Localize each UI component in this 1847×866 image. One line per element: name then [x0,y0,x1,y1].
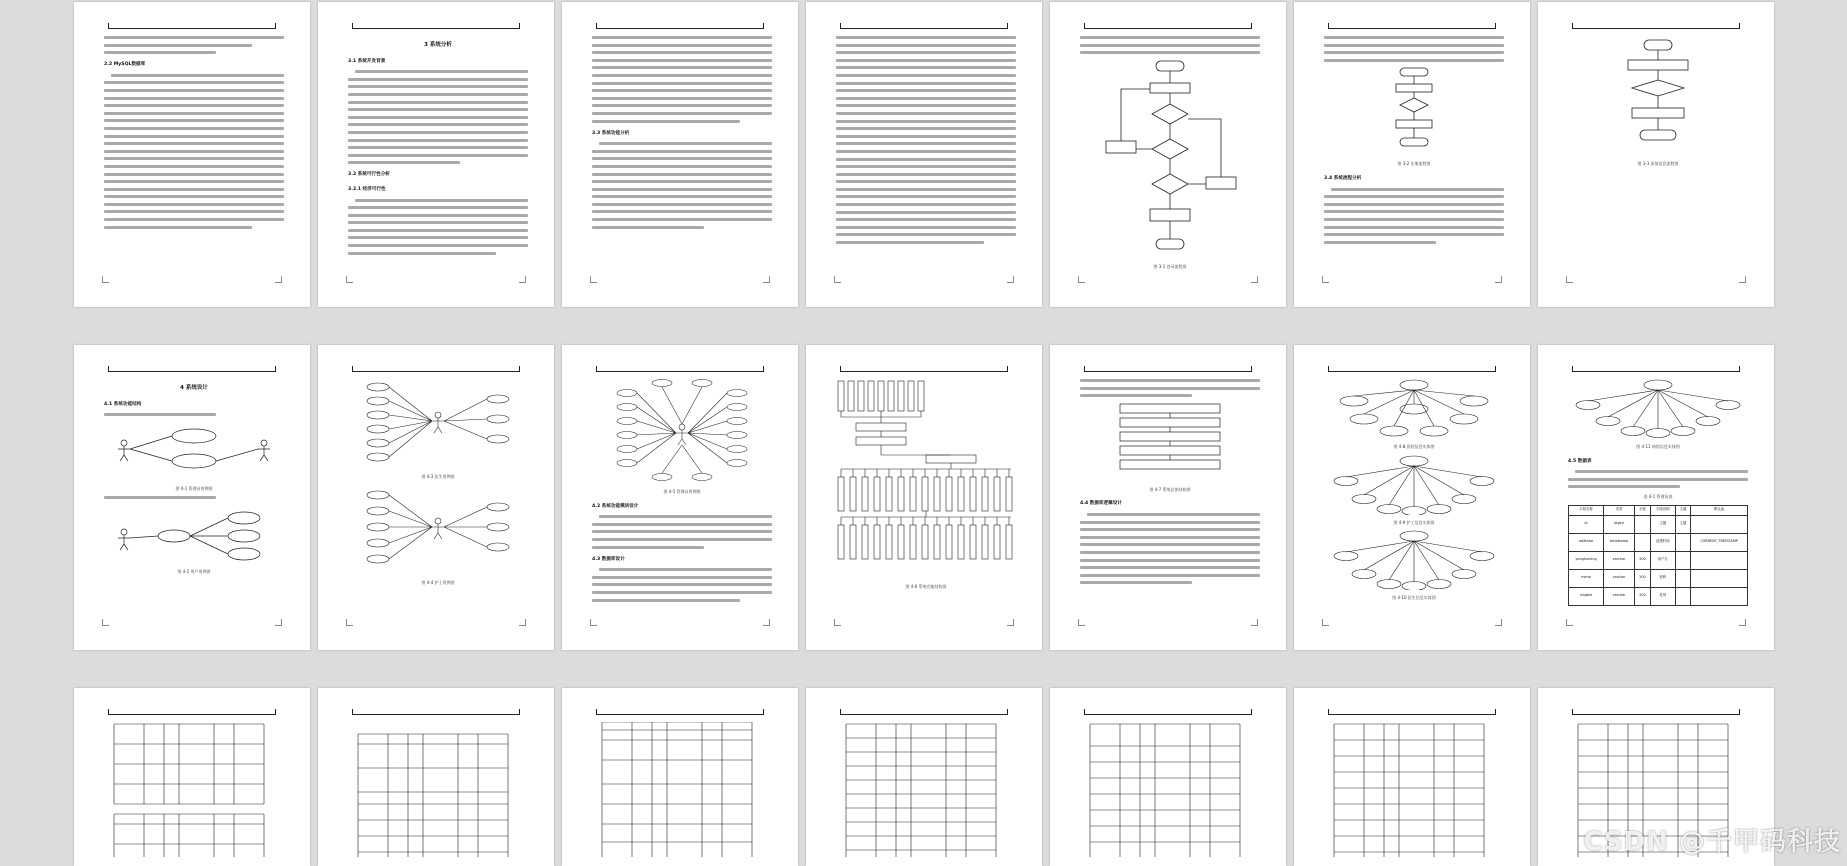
section-heading: 4.4 数据库逻辑设计 [1080,501,1122,507]
table-cell: varchar [1604,569,1635,587]
section-heading: 4.5 数据表 [1568,458,1592,464]
table-cell [1635,533,1651,551]
figure-caption: 图 4-1 管理员用例图 [175,485,213,491]
document-page[interactable] [1294,2,1530,307]
admin-use-case-diagram [104,421,284,481]
table-cell [1675,587,1691,605]
table-cell: 性别 [1650,587,1675,605]
table-cell: varchar [1604,551,1635,569]
doctor-use-case-diagram [348,379,528,469]
system-structure-diagram [1080,402,1260,482]
table-row [1569,533,1748,551]
figure-caption: 图 3-1 登录流程图 [1153,263,1187,269]
document-page[interactable] [318,345,554,650]
doctor-entity-diagram [1324,530,1504,590]
table-cell: 200 [1635,587,1651,605]
figure-caption: 图 4-3 医生用例图 [421,474,455,479]
document-page[interactable] [1294,688,1530,866]
function-structure-diagram [836,379,1016,579]
table-grid [836,722,1006,857]
table-header-cell: 字段说明 [1650,505,1675,515]
document-page[interactable] [74,688,310,866]
admin-table [1568,505,1748,606]
figure-caption: 图 4-5 管理员用例图 [663,489,701,494]
login-flowchart [1080,59,1260,259]
table-cell: 主键 [1675,515,1691,533]
document-page[interactable] [562,688,798,866]
table-header-cell: 默认值 [1691,505,1748,515]
table-row [1569,587,1748,605]
table-header-cell: 类型 [1604,505,1635,515]
figure-caption: 图 4-9 护工信息实体图 [1393,519,1435,525]
table-cell [1691,515,1748,533]
section-heading: 4.2 系统功能模块设计 [592,503,639,509]
section-heading: 3.3 系统功能分析 [592,130,630,136]
table-cell: varchar [1604,587,1635,605]
table-row [1569,569,1748,587]
table-cell [1675,569,1691,587]
table-header-cell: 长度 [1635,505,1651,515]
section-heading: 3.4 系统流程分析 [1324,175,1362,181]
chapter-title: 4 系统设计 [180,385,208,391]
table-grid [104,722,274,857]
section-heading: 3.1 系统开发背景 [348,58,386,64]
figure-caption: 图 4-4 护士用例图 [421,579,455,585]
table-cell: 200 [1635,551,1651,569]
document-page[interactable] [806,688,1042,866]
nursing-worker-entity-diagram [1324,455,1504,515]
document-page[interactable] [1050,2,1286,307]
figure-caption: 图 3-2 注册流程图 [1397,161,1431,167]
table-grid [1080,722,1250,857]
document-page[interactable] [1538,2,1774,307]
table-cell: 用户名 [1650,551,1675,569]
table-header-cell: 主键 [1675,505,1691,515]
table-cell: yonghuming [1569,551,1604,569]
document-page[interactable] [806,2,1042,307]
document-page[interactable] [318,2,554,307]
document-page[interactable] [74,345,310,650]
hospital-entity-diagram [1324,379,1504,439]
table-grid [592,722,762,857]
user-use-case-diagram [104,504,284,564]
document-page[interactable] [562,2,798,307]
table-cell: xingbie [1569,587,1604,605]
document-page[interactable] [1050,688,1286,866]
document-page[interactable] [318,688,554,866]
table-cell: CURRENT_TIMESTAMP [1691,533,1748,551]
figure-caption: 图 3-3 添加信息流程图 [1637,161,1679,166]
section-heading: 4.3 数据库设计 [592,556,625,562]
figure-caption: 图 4-6 系统功能结构图 [905,584,947,589]
table-cell [1675,551,1691,569]
table-grid [348,722,518,857]
document-page[interactable] [1538,345,1774,650]
table-cell: timestamp [1604,533,1635,551]
figure-caption: 图 4-10 医生信息实体图 [1392,595,1436,601]
document-page[interactable] [1050,345,1286,650]
table-cell: 密码 [1650,569,1675,587]
ward-entity-diagram [1568,379,1748,439]
table-header-cell: 字段名称 [1569,505,1604,515]
table-cell [1635,515,1651,533]
table-cell [1691,587,1748,605]
table-cell: 创建时间 [1650,533,1675,551]
section-heading: 4.1 系统功能结构 [104,401,142,407]
table-cell: addtime [1569,533,1604,551]
document-page[interactable] [806,345,1042,650]
section-heading: 2.2 MySQL数据库 [104,62,146,68]
table-cell: mima [1569,569,1604,587]
table-caption: 表 4-1 管理员表 [1643,493,1673,499]
table-row [1569,551,1748,569]
admin-use-case-diagram-large [592,379,772,484]
document-page[interactable] [74,2,310,307]
nurse-use-case-diagram [348,485,528,575]
chapter-title: 3 系统分析 [424,42,452,48]
table-cell: 200 [1635,569,1651,587]
table-grid [1324,722,1494,857]
register-flowchart [1324,66,1504,156]
table-row [1569,515,1748,533]
table-cell: id [1569,515,1604,533]
document-page[interactable] [1294,345,1530,650]
table-cell [1675,533,1691,551]
figure-caption: 图 4-2 用户用例图 [177,568,211,574]
figure-caption: 图 4-7 系统总体结构图 [1149,486,1191,492]
section-heading: 3.2 系统可行性分析 [348,172,390,178]
subsection-heading: 3.2.1 经济可行性 [348,186,386,192]
document-page[interactable] [562,345,798,650]
table-cell [1691,569,1748,587]
table-cell: 主键 [1650,515,1675,533]
table-cell: bigint [1604,515,1635,533]
watermark: CSDN @千甲码科技 [1583,827,1841,857]
figure-caption: 图 4-11 病房信息实体图 [1636,444,1680,449]
table-cell [1691,551,1748,569]
add-info-flowchart [1568,36,1748,156]
figure-caption: 图 4-8 医院信息实体图 [1393,444,1435,449]
